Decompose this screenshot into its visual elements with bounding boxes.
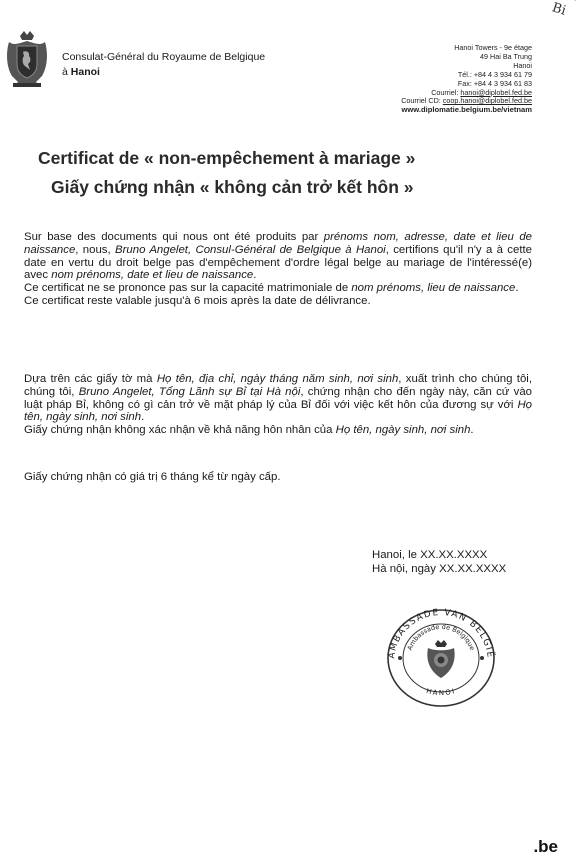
french-validity: Ce certificat reste valable jusqu'à 6 mois après la date de délivrance. xyxy=(24,294,371,307)
vietnamese-certification xyxy=(24,373,532,424)
consulate-prefix: à xyxy=(62,66,71,78)
french-capacity xyxy=(24,282,532,295)
placeholder-text: Họ tên, ngày sinh, nơi sinh xyxy=(335,424,471,437)
consulate-name xyxy=(62,50,265,80)
placeholder-text: Bruno Angelet, Tổng Lãnh sự Bỉ tại Hà nội xyxy=(78,385,301,398)
svg-text:Ambassade de Belgique xyxy=(406,623,477,652)
text-run: , chứng nhận cho đến ngày này, căn cứ vào luật pháp Bỉ, không có gì cản trở về mặt pháp lý của Bỉ đối với việc kết hôn của đương sự với xyxy=(24,385,533,411)
signature-date-french: Hanoi, le XX.XX.XXXX xyxy=(372,549,488,561)
french-certification xyxy=(24,231,532,282)
title-vietnamese: Giấy chứng nhận « không cản trở kết hôn » xyxy=(51,177,414,197)
text-run: , xuất trình cho chúng tôi, chúng tôi, xyxy=(24,373,532,398)
embassy-stamp-icon xyxy=(380,600,502,710)
placeholder-text: nom prénoms, lieu de naissance xyxy=(351,282,516,295)
contact-email-cd-label: Courriel CD: xyxy=(401,96,443,106)
text-run: . xyxy=(253,269,257,282)
website-link[interactable]: www.diplomatie.belgium.be/vietnam xyxy=(401,105,532,115)
placeholder-text: nom prénoms, date et lieu de naissance xyxy=(51,269,254,282)
email-cd-link[interactable]: coop.hanoi@diplobel.fed.be xyxy=(442,96,532,106)
text-run: Ce certificat ne se prononce pas sur la capacité matrimoniale de xyxy=(24,282,352,295)
placeholder-text: Bruno Angelet, Consul-Général de Belgique à Hanoi xyxy=(115,243,386,256)
stamp-crest xyxy=(427,640,454,678)
text-run: . xyxy=(470,424,474,437)
contact-street: 49 Hai Ba Trung xyxy=(480,51,532,61)
contact-city: Hanoi xyxy=(513,60,532,70)
signature-date-vietnamese: Hà nội, ngày XX.XX.XXXX xyxy=(372,563,507,575)
title-french: Certificat de « non-empêchement à mariage » xyxy=(38,148,416,168)
contact-tel: Tél.: +84 4 3 934 61 79 xyxy=(457,69,532,79)
stamp-outer-text: AMBASSADE VAN BELGIË xyxy=(387,607,495,660)
handwritten-mark: Bi xyxy=(550,0,568,19)
contact-building: Hanoi Towers - 9e étage xyxy=(454,43,532,52)
belgian-coat-of-arms-icon xyxy=(4,28,50,90)
email-link[interactable]: hanoi@diplobel.fed.be xyxy=(460,87,532,97)
stamp-inner-text: Ambassade de Belgique xyxy=(405,622,477,652)
placeholder-text: prénoms nom, adresse, date et lieu de naissance xyxy=(24,231,533,256)
text-run: . xyxy=(141,411,145,424)
vietnamese-paragraph xyxy=(24,373,532,437)
text-run: Giấy chứng nhận không xác nhận về khả năng hôn nhân của xyxy=(24,424,336,437)
text-run: Sur base des documents qui nous ont été produits par xyxy=(24,231,324,243)
consulate-line1: Consulat-Général du Royaume de Belgique xyxy=(62,51,266,63)
contact-block xyxy=(401,44,532,115)
consulate-city: Hanoi xyxy=(70,66,100,78)
text-run: , certifions qu'il n'y a à cette date en vertu du droit belge pas d'empêchement d'ordre légal belge au mariage de l'intéressé(e) avec xyxy=(24,243,532,282)
placeholder-text: Họ tên, địa chỉ, ngày tháng năm sinh, nơi sinh xyxy=(156,373,399,385)
vietnamese-capacity xyxy=(24,424,532,437)
contact-fax: Fax: +84 4 3 934 61 83 xyxy=(457,78,532,88)
consulate-line2 xyxy=(62,65,265,80)
text-run: , nous, xyxy=(75,243,116,256)
text-run: Dựa trên các giấy tờ mà xyxy=(24,373,157,385)
corner-fold-line xyxy=(529,0,576,1)
text-run: . xyxy=(515,282,519,295)
placeholder-text: Họ tên, ngày sinh, nơi sinh xyxy=(24,398,532,424)
french-paragraph xyxy=(24,231,532,308)
contact-email-label: Courriel: xyxy=(431,87,461,97)
stamp-city-text: HANOI xyxy=(425,687,457,698)
svg-text:HANOI xyxy=(425,687,456,697)
belgium-be-logo: .be xyxy=(533,837,558,856)
vietnamese-validity: Giấy chứng nhận có giá trị 6 tháng kể từ ngày cấp. xyxy=(24,471,281,483)
